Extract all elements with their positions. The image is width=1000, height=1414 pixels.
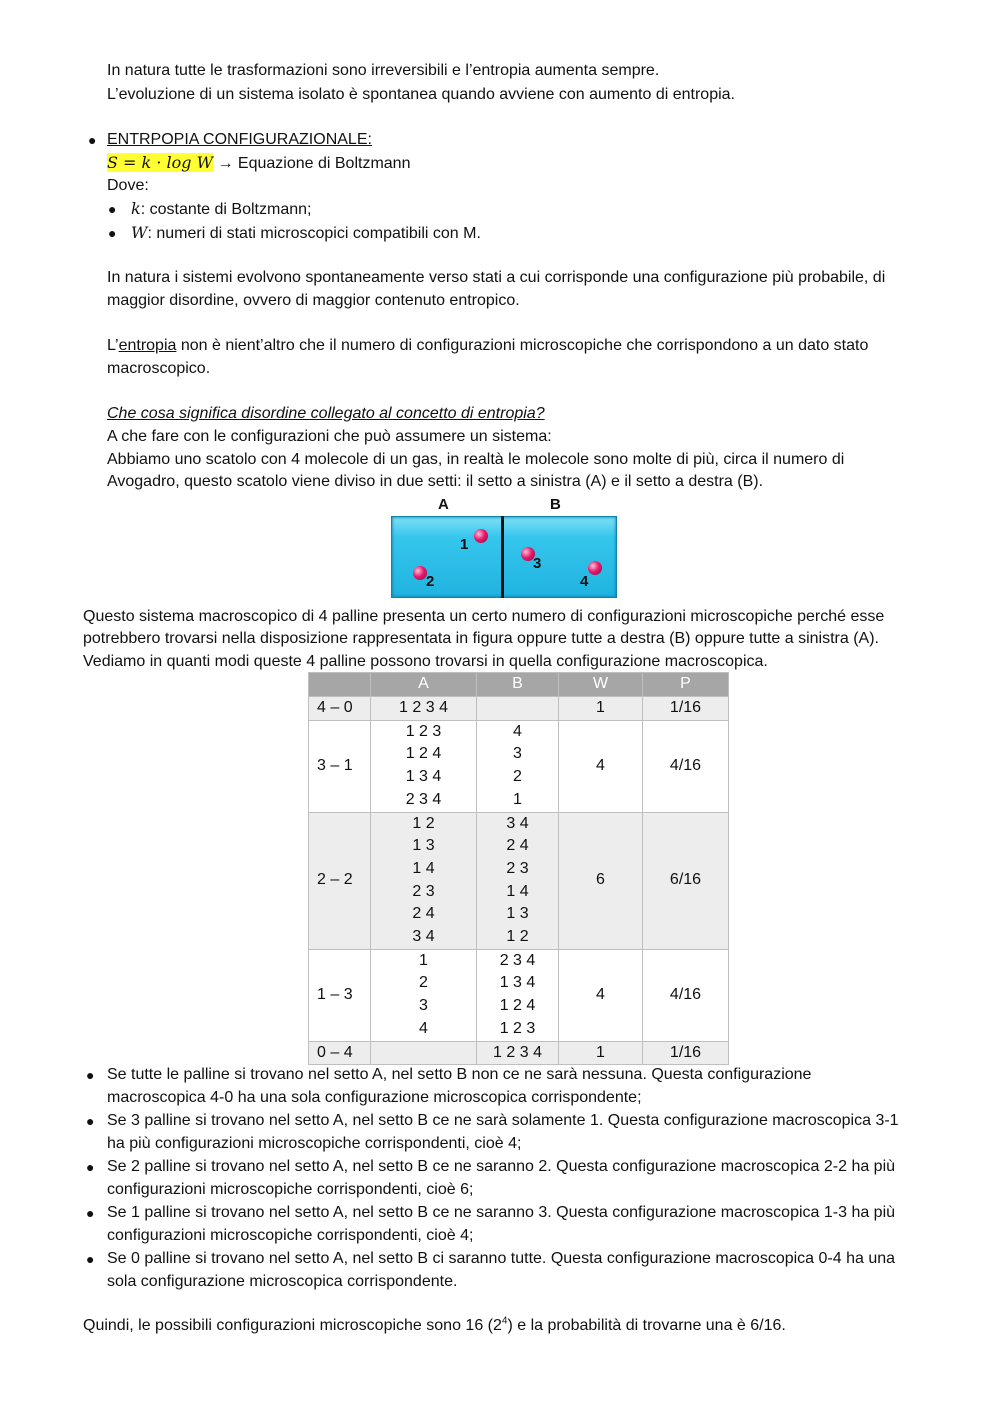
- bullet-text: Se tutte le palline si trovano nel setto A, nel setto B non ce ne sarà nessuna. Questa configurazione: [107, 1066, 812, 1083]
- para1-line-2: maggior disordine, ovvero di maggior contenuto entropico.: [107, 292, 520, 309]
- bullet-text: sola configurazione microscopica corrispondente.: [107, 1273, 458, 1290]
- configurations-table: [308, 672, 729, 1065]
- intro-line-1: In natura tutte le trasformazioni sono irreversibili e l’entropia aumenta sempre.: [107, 62, 660, 79]
- bullet-icon: ●: [86, 1067, 95, 1083]
- cell-a-item: 1 2 3 4: [399, 699, 448, 716]
- conclusion: Quindi, le possibili configurazioni microscopiche sono 16 $(2^4)$ e la probabilità di trovarne una è 6/16.: [83, 1315, 786, 1334]
- header-config: [309, 673, 371, 697]
- cell-config: 1 – 3: [309, 949, 371, 1041]
- after-figure-line-2: potrebbero trovarsi nella disposizione rappresentata in figura oppure tutte a destra (B) oppure tutte a sinistra (A).: [83, 630, 879, 647]
- table-row: [309, 697, 729, 721]
- cell-a-item: 1 4: [412, 859, 435, 877]
- question-heading: Che cosa significa disordine collegato al concetto di entropia?: [107, 405, 545, 422]
- ball-2: [413, 566, 427, 580]
- cell-p: 6/16: [643, 812, 729, 949]
- cell-p: 4/16: [643, 720, 729, 812]
- cell-a: [371, 949, 477, 1041]
- def-w: W: numeri di stati microscopici compatibili con M.: [131, 223, 481, 242]
- bullet-icon: ●: [86, 1159, 95, 1175]
- cell-b-item: 2 3 4: [499, 951, 536, 969]
- header-w: W: [559, 673, 643, 697]
- table-row: [309, 812, 729, 949]
- bullet-text: Se 0 palline si trovano nel setto A, nel setto B ci saranno tutte. Questa configurazione macroscopica 0-4 ha una: [107, 1250, 896, 1267]
- entropia-term: entropia: [118, 337, 177, 354]
- cell-w: 6: [559, 812, 643, 949]
- bullet-icon: ●: [86, 1251, 95, 1267]
- cell-a-item: 2 3 4: [405, 790, 442, 808]
- cell-a: [371, 1041, 477, 1065]
- cell-config: 4 – 0: [309, 697, 371, 721]
- cell-b-item: 3 4: [506, 814, 529, 832]
- formula-caption: → Equazione di Boltzmann: [213, 155, 411, 172]
- bullet-icon: ●: [86, 1113, 95, 1129]
- cell-a-item: 1 2 3: [405, 722, 442, 740]
- cell-a-item: 1 3: [412, 837, 435, 855]
- cell-b-item: 2 3: [506, 859, 529, 877]
- cell-b-item: 1 2: [506, 928, 529, 946]
- cell-config: 2 – 2: [309, 812, 371, 949]
- bullet-icon: ●: [86, 1205, 95, 1221]
- cell-a-item: 2: [419, 974, 428, 992]
- cell-b: [477, 1041, 559, 1065]
- cell-b-item: 2 4: [506, 837, 529, 855]
- ball-4: [588, 561, 602, 575]
- box-divider: [501, 516, 504, 598]
- cell-b-item: [477, 697, 558, 720]
- cell-b-item: 1 2 3 4: [493, 1043, 542, 1061]
- cell-b: [477, 697, 559, 721]
- bullet-icon: ●: [88, 132, 97, 148]
- label-b: B: [550, 496, 561, 513]
- cell-b: [477, 949, 559, 1041]
- cell-p: 1/16: [643, 1041, 729, 1065]
- cell-w: 1: [559, 697, 643, 721]
- intro-line-2: L’evoluzione di un sistema isolato è spontanea quando avviene con aumento di entropia.: [107, 86, 735, 103]
- cell-a: [371, 812, 477, 949]
- cell-w: 1: [559, 1041, 643, 1065]
- para2-line-2: macroscopico.: [107, 360, 211, 377]
- bullet-icon: ●: [108, 201, 117, 217]
- cell-w: 4: [559, 949, 643, 1041]
- label-a: A: [438, 496, 449, 513]
- after-figure-line-3: Vediamo in quanti modi queste 4 palline possono trovarsi in quella configurazione macroscopica.: [83, 653, 768, 670]
- para2-line-1: L’entropia non è nient’altro che il numero di configurazioni microscopiche che corrispondono a un dato stato: [107, 337, 869, 354]
- table-row: [309, 720, 729, 812]
- cell-b-item: 1 3: [506, 905, 529, 923]
- cell-a-item: 4: [419, 1019, 428, 1037]
- cell-p: 4/16: [643, 949, 729, 1041]
- table-row: [309, 949, 729, 1041]
- ball-label-4: 4: [580, 573, 589, 590]
- dove-label: Dove:: [107, 177, 149, 194]
- ball-label-3: 3: [533, 555, 542, 572]
- bullet-text: Se 3 palline si trovano nel setto A, nel setto B ce ne sarà solamente 1. Questa configurazione macroscopica 3-1: [107, 1112, 899, 1129]
- cell-p: 1/16: [643, 697, 729, 721]
- cell-a-item: 3: [419, 997, 428, 1015]
- cell-a: [371, 697, 477, 721]
- header-a: A: [371, 673, 477, 697]
- cell-b-item: 1 2 3: [499, 1019, 536, 1037]
- boltzmann-formula: S = k · log W: [107, 153, 214, 172]
- cell-config: 0 – 4: [309, 1041, 371, 1065]
- cell-b-item: 1 3 4: [499, 974, 536, 992]
- para1-line-1: In natura i sistemi evolvono spontaneamente verso stati a cui corrisponde una configurazione più probabile, di: [107, 269, 886, 286]
- cell-a-item: 1 3 4: [405, 768, 442, 786]
- ball-label-1: 1: [460, 536, 469, 553]
- ball-label-2: 2: [426, 573, 435, 590]
- cell-a-item: 2 3: [412, 882, 435, 900]
- def-k: k: costante di Boltzmann;: [131, 199, 312, 218]
- bullet-text: Se 1 palline si trovano nel setto A, nel setto B ce ne saranno 3. Questa configurazione macroscopica 1-3 ha più: [107, 1204, 896, 1221]
- header-b: B: [477, 673, 559, 697]
- cell-w: 4: [559, 720, 643, 812]
- question-line-1: A che fare con le configurazioni che può assumere un sistema:: [107, 428, 552, 445]
- bullet-text: macroscopica 4-0 ha una sola configurazione microscopica corrispondente;: [107, 1089, 642, 1106]
- cell-a-item: [371, 1042, 476, 1065]
- cell-a-item: 1 2 4: [405, 745, 442, 763]
- bullet-icon: ●: [108, 225, 117, 241]
- gas-box-figure: [380, 494, 630, 604]
- bullet-text: ha più configurazioni microscopiche corrispondenti, cioè 4;: [107, 1135, 522, 1152]
- cell-config: 3 – 1: [309, 720, 371, 812]
- bullet-text: configurazioni microscopiche corrispondenti, cioè 6;: [107, 1181, 474, 1198]
- cell-a-item: 2 4: [412, 905, 435, 923]
- header-p: P: [643, 673, 729, 697]
- cell-b-item: 1 2 4: [499, 997, 536, 1015]
- cell-b-item: 4: [513, 722, 522, 740]
- cell-b: [477, 720, 559, 812]
- cell-b-item: 1: [513, 790, 522, 808]
- cell-b-item: 1 4: [506, 882, 529, 900]
- cell-b-item: 2: [513, 768, 522, 786]
- cell-b-item: 3: [513, 745, 522, 763]
- cell-a: [371, 720, 477, 812]
- section-heading: ENTRPOPIA CONFIGURAZIONALE:: [107, 131, 372, 148]
- ball-1: [474, 529, 488, 543]
- bullet-text: Se 2 palline si trovano nel setto A, nel setto B ce ne saranno 2. Questa configurazione macroscopica 2-2 ha più: [107, 1158, 896, 1175]
- question-line-2: Abbiamo uno scatolo con 4 molecole di un gas, in realtà le molecole sono molte di più, circa il numero di: [107, 451, 845, 468]
- bullet-text: configurazioni microscopiche corrispondenti, cioè 4;: [107, 1227, 474, 1244]
- cell-b: [477, 812, 559, 949]
- table-row: [309, 1041, 729, 1065]
- cell-a-item: 3 4: [412, 928, 435, 946]
- cell-a-item: 1 2: [412, 814, 435, 832]
- formula-line: [107, 152, 410, 175]
- table-header-row: [309, 673, 729, 697]
- after-figure-line-1: Questo sistema macroscopico di 4 palline presenta un certo numero di configurazioni microscopiche perché esse: [83, 608, 885, 625]
- cell-a-item: 1: [419, 951, 428, 969]
- question-line-3: Avogadro, questo scatolo viene diviso in due setti: il setto a sinistra (A) e il setto a destra (B).: [107, 473, 764, 490]
